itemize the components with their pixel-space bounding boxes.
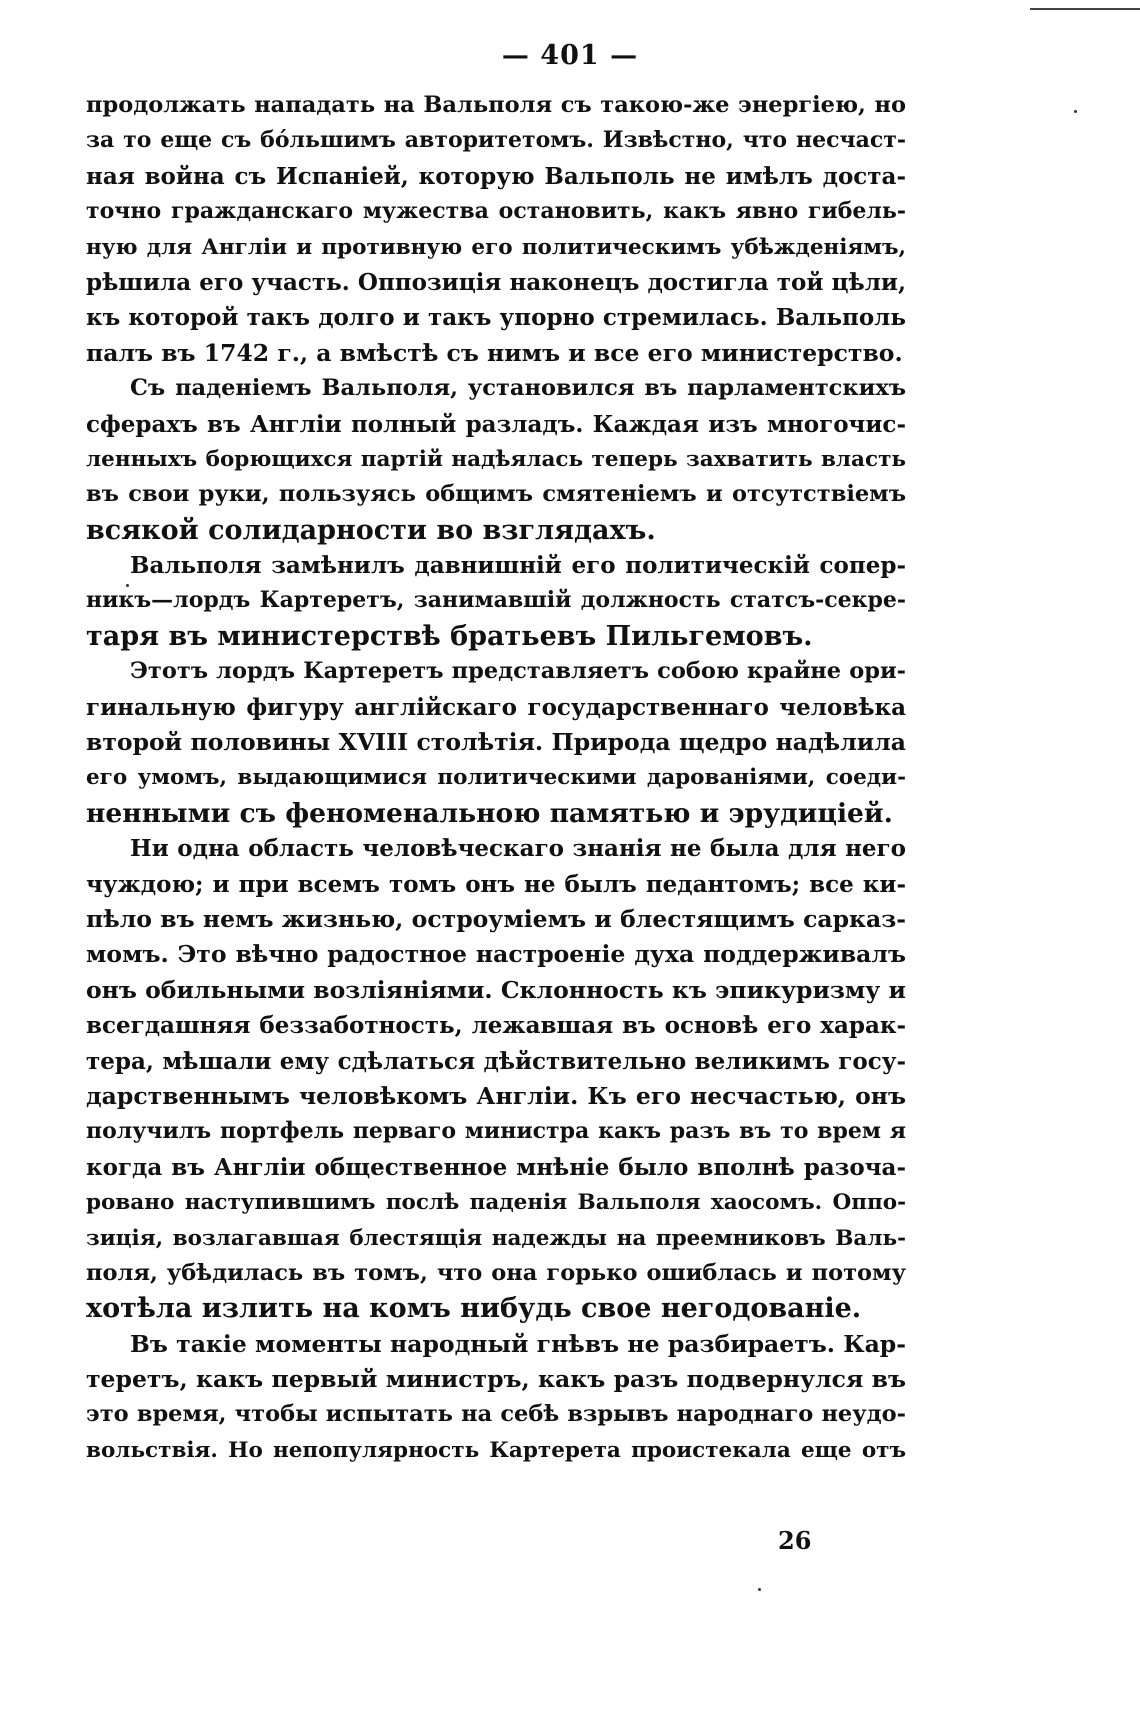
text-line: когда въ Англіи общественное мнѣніе было вполнѣ разоча-: [86, 1153, 906, 1181]
text-line: продолжать нападать на Вальполя съ такою-же энергіею, но: [86, 92, 906, 118]
text-line: второй половины XVIII столѣтія. Природа щедро надѣлила: [86, 728, 906, 757]
scan-speck: [758, 1588, 761, 1591]
text-line: его умомъ, выдающимися политическими дарованіями, соеди-: [86, 765, 906, 791]
text-line: зиція, возлагавшая блестящія надежды на преемниковъ Валь-: [86, 1225, 906, 1251]
text-line: вольствія. Но непопулярность Картерета проистекала еще отъ: [86, 1437, 906, 1463]
text-line: теретъ, какъ первый министръ, какъ разъ подвернулся въ: [86, 1365, 906, 1394]
text-line: тера, мѣшали ему сдѣлаться дѣйствительно великимъ госу-: [86, 1047, 906, 1075]
text-line: пѣло въ немъ жизнью, остроуміемъ и блестящимъ сарказ-: [86, 904, 906, 933]
text-line: сферахъ въ Англіи полный разладъ. Каждая изъ многочис-: [86, 410, 906, 438]
text-line: ная война съ Испаніей, которую Вальполь не имѣлъ доста-: [86, 162, 906, 190]
text-line: къ которой такъ долго и такъ упорно стремилась. Вальполь: [86, 304, 906, 332]
text-line: таря въ министерствѣ братьевъ Пильгемовъ.: [86, 620, 813, 652]
text-line: за то еще съ бóльшимъ авторитетомъ. Извѣстно, что несчаст-: [86, 127, 906, 154]
scan-edge-line: [1030, 8, 1140, 10]
text-line: никъ—лордъ Картеретъ, занимавшій должность статсъ-секре-: [86, 587, 906, 614]
text-line: ненными съ феноменальною памятью и эрудиціей.: [86, 797, 893, 829]
body-text: [86, 88, 906, 1468]
text-line: Этотъ лордъ Картеретъ представляетъ собою крайне ори-: [130, 658, 906, 685]
text-line: гинальную фигуру англійскаго государственнаго человѣка: [86, 693, 906, 721]
text-line: это время, чтобы испытать на себѣ взрывъ народнаго неудо-: [86, 1401, 906, 1428]
text-line: всякой солидарности во взглядахъ.: [86, 514, 656, 546]
signature-mark: 26: [778, 1526, 812, 1555]
scan-speck: [1074, 110, 1077, 113]
text-line: ную для Англіи и противную его политическимъ убѣжденіямъ,: [86, 234, 906, 260]
text-line: хотѣла излить на комъ нибудь свое негодованіе.: [86, 1293, 862, 1325]
text-line: точно гражданскаго мужества остановить, какъ явно гибель-: [86, 198, 906, 225]
text-line: рѣшила его участь. Оппозиція наконецъ достигла той цѣли,: [86, 268, 906, 296]
text-line: Съ паденіемъ Вальполя, установился въ парламентскихъ: [130, 375, 906, 402]
text-line: ровано наступившимъ послѣ паденія Вальполя хаосомъ. Оппо-: [86, 1190, 906, 1216]
text-line: всегдашняя беззаботность, лежавшая въ основѣ его харак-: [86, 1012, 906, 1040]
scan-speck: [126, 584, 129, 587]
text-line: чуждою; и при всемъ томъ онъ не былъ педантомъ; все ки-: [86, 870, 906, 898]
text-line: Вальполя замѣнилъ давнишній его политическій сопер-: [130, 552, 906, 580]
text-line: поля, убѣдилась въ томъ, что она горько ошиблась и потому: [86, 1259, 906, 1286]
text-line: ленныхъ борющихся партій надѣялась теперь захватить власть: [86, 446, 906, 472]
page-number: — 401 —: [501, 40, 639, 71]
text-line: онъ обильными возліяніями. Склонность къ эпикуризму и: [86, 975, 906, 1004]
text-line: Ни одна область человѣческаго знанія не была для него: [130, 835, 906, 863]
text-line: получилъ портфель перваго министра какъ разъ въ то врем я: [86, 1118, 906, 1145]
text-line: въ свои руки, пользуясь общимъ смятеніемъ и отсутствіемъ: [86, 481, 906, 508]
text-line: момъ. Это вѣчно радостное настроеніе духа поддерживалъ: [86, 940, 906, 969]
text-line: дарственнымъ человѣкомъ Англіи. Къ его несчастью, онъ: [86, 1081, 906, 1110]
text-line: палъ въ 1742 г., а вмѣстѣ съ нимъ и все его министерство.: [86, 338, 903, 367]
text-line: Въ такіе моменты народный гнѣвъ не разбираетъ. Кар-: [130, 1329, 906, 1358]
